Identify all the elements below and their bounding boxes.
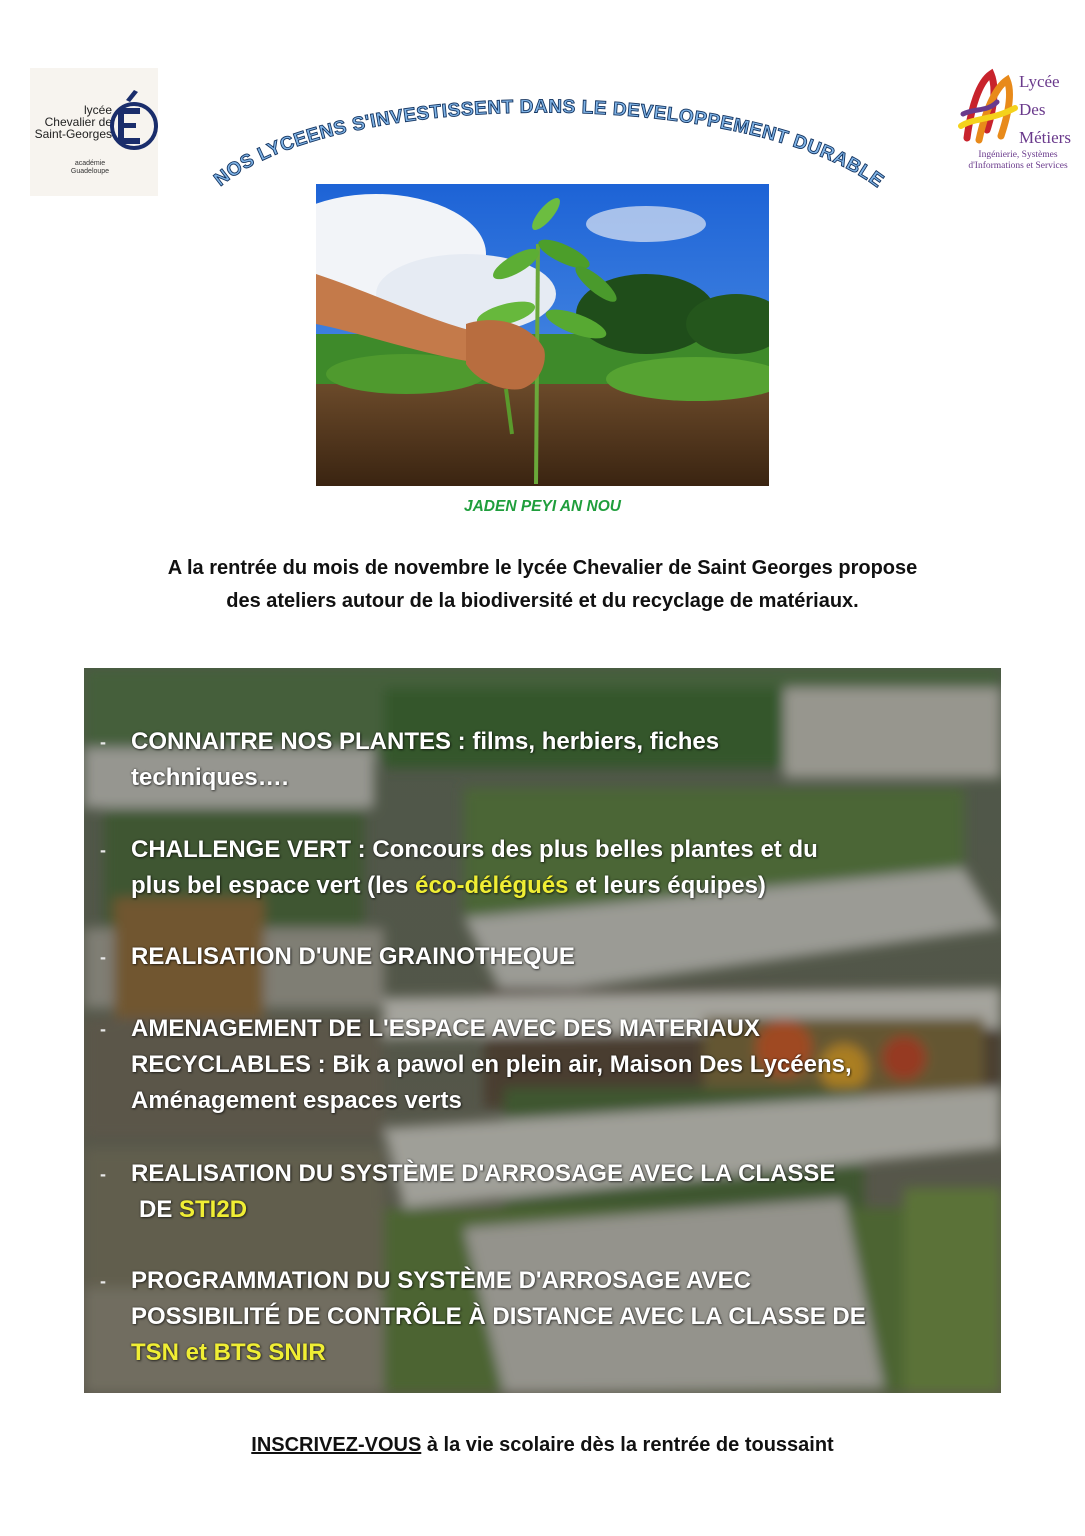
workshop-amenagement-line3: Aménagement espaces verts (131, 1087, 462, 1114)
tsn-bts-snir-highlight: TSN et BTS SNIR (131, 1339, 326, 1366)
challenge-text-a: plus bel espace vert (les (131, 872, 416, 899)
bullet-dash: - (100, 947, 106, 967)
workshop-programmation-line2: POSSIBILITÉ DE CONTRÔLE À DISTANCE AVEC LA CLASSE DE (131, 1303, 866, 1330)
arc-title-text: NOS LYCEENS S'INVESTISSENT DANS LE DEVELOPPEMENT DURABLE (210, 96, 888, 193)
lycee-des-metiers-logo (955, 66, 1080, 178)
arrosage-text-de: DE (139, 1196, 180, 1223)
bullet-dash: - (100, 840, 106, 860)
school-logo-line1: lycée (83, 103, 112, 117)
academy-line2: Guadeloupe (70, 168, 110, 175)
intro-line1: A la rentrée du mois de novembre le lycée Chevalier de Saint Georges propose (167, 557, 918, 579)
bullet-dash: - (100, 732, 106, 752)
workshop-programmation-line1: PROGRAMMATION DU SYSTÈME D'ARROSAGE AVEC (131, 1267, 751, 1294)
workshop-grainotheque-line1: REALISATION D'UNE GRAINOTHEQUE (131, 943, 575, 970)
signup-rest: à la vie scolaire dès la rentrée de toussaint (421, 1434, 834, 1456)
school-logo-name (34, 104, 112, 140)
workshop-arrosage-line1: REALISATION DU SYSTÈME D'ARROSAGE AVEC LA CLASSE (131, 1160, 836, 1187)
lycee-des-metiers-words (1019, 68, 1071, 152)
bullet-dash: - (100, 1164, 106, 1184)
republic-e-icon (104, 82, 158, 162)
bullet-dash: - (100, 1271, 106, 1291)
workshop-arrosage-line2 (131, 1192, 1001, 1228)
workshop-challenge-line2 (131, 868, 1001, 904)
challenge-text-b: et leurs équipes) (568, 872, 766, 899)
school-logo (30, 68, 158, 196)
signup-footer (0, 1434, 1085, 1457)
logo-word-des: Des (1019, 100, 1046, 119)
logo-sub-line2: d'Informations et Services (968, 161, 1068, 171)
sti2d-highlight: STI2D (179, 1196, 248, 1223)
workshops-panel (84, 668, 1001, 1393)
intro-line2: des ateliers autour de la biodiversité et du recyclage de matériaux. (226, 590, 859, 612)
academy-label (66, 160, 114, 176)
logo-word-metiers: Métiers (1019, 128, 1071, 147)
workshop-challenge-line1: CHALLENGE VERT : Concours des plus belles plantes et du (131, 836, 818, 863)
workshop-amenagement-line1: AMENAGEMENT DE L'ESPACE AVEC DES MATERIAUX (131, 1015, 760, 1042)
lycee-des-metiers-subtitle (957, 150, 1079, 172)
school-logo-line2: Chevalier de (44, 115, 112, 129)
workshop-plants-line1: CONNAITRE NOS PLANTES : films, herbiers, fiches (131, 728, 720, 755)
intro-paragraph (40, 552, 1045, 618)
logo-sub-line1: Ingénierie, Systèmes (978, 150, 1058, 160)
school-logo-line3: Saint-Georges (34, 127, 112, 141)
m-swirl-icon (957, 68, 1021, 146)
logo-word-lycee: Lycée (1019, 72, 1060, 91)
workshop-amenagement-line2: RECYCLABLES : Bik a pawol en plein air, Maison Des Lycéens, (131, 1051, 852, 1078)
photo-caption: JADEN PEYI AN NOU (463, 498, 622, 515)
bullet-dash: - (100, 1019, 106, 1039)
signup-underlined: INSCRIVEZ-VOUS (251, 1434, 422, 1456)
garden-hand-photo (316, 184, 769, 486)
workshop-plants-line2: techniques…. (131, 764, 289, 791)
academy-line1: académie (74, 160, 106, 167)
eco-delegues-highlight: éco-délégués (415, 872, 569, 899)
